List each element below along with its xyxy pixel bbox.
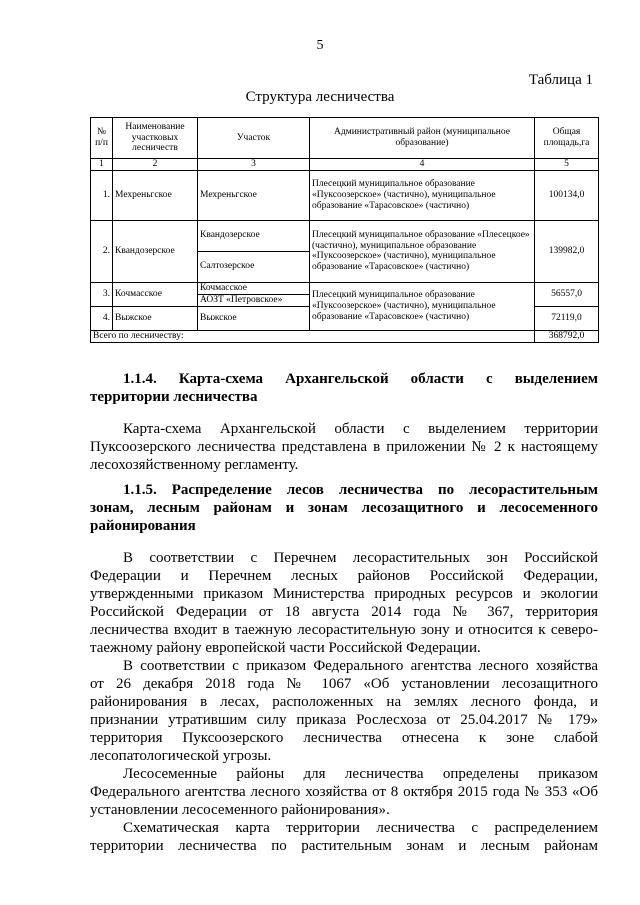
row-section: Мехреньгское — [198, 170, 310, 220]
paragraph-line: таежному району европейской части Российской Федерации. — [90, 640, 481, 656]
table-row — [91, 282, 599, 294]
table-row — [91, 220, 599, 251]
header-num: № п/п — [91, 118, 113, 159]
page-number: 5 — [316, 38, 324, 53]
row-name: Кочмасское — [113, 282, 198, 306]
paragraph-line: Федерального агентства лесного хозяйства от 8 октября 2015 года № 353 «Об — [90, 784, 598, 800]
row-name: Выжское — [113, 306, 198, 330]
table-title: Структура лесничества — [245, 89, 395, 105]
index-cell: 5 — [535, 159, 599, 171]
paragraph-line: Федерации и Перечнем лесных районов Российской Федерации, — [90, 568, 598, 584]
paragraph-line: лесохозяйственному регламенту. — [90, 457, 299, 473]
paragraph-line: Карта-схема Архангельской области с выделением территории — [123, 421, 598, 437]
row-district: Плесецкий муниципальное образование «Плесецкое» (частично), муниципальное образование «Пуксоозерское» (частично), муниципальное образование «Тарасовское» (частично) — [310, 220, 535, 282]
paragraph-line: признании утратившим силу приказа Рослесхоза от 25.04.2017 № 179» — [90, 712, 598, 728]
section-heading: 1.1.4. Карта-схема Архангельской области с выделением — [123, 371, 598, 387]
table-header-row — [91, 118, 599, 159]
paragraph-line: территория Пуксоозерского лесничества отнесена к зоне слабой — [90, 730, 598, 746]
table-total-row — [91, 330, 599, 342]
row-name: Квандозерское — [113, 220, 198, 282]
index-cell: 3 — [198, 159, 310, 171]
paragraph-line: Пуксоозерского лесничества представлена в приложении № 2 к настоящему — [90, 439, 598, 455]
row-num: 1. — [91, 170, 113, 220]
row-district: Плесецкий муниципальное образование «Пуксоозерское» (частично), муниципальное образование «Тарасовское» (частично) — [310, 170, 535, 220]
row-section: АОЗТ «Петровское» — [198, 294, 310, 306]
paragraph-line: лесничества входит в таежную лесорастительную зону и относится к северо- — [90, 622, 598, 638]
index-cell: 1 — [91, 159, 113, 171]
row-section: Квандозерское — [198, 220, 310, 251]
paragraph-line: лесопатологической угрозы. — [90, 748, 272, 764]
paragraph-line: установлении лесосеменного районирования». — [90, 802, 390, 818]
paragraph-line: Схематическая карта территории лесничества с распределением — [123, 820, 598, 836]
forestry-structure-table — [90, 117, 599, 343]
table-row — [91, 170, 599, 220]
paragraph-line: Лесосеменные районы для лесничества определены приказом — [123, 766, 598, 782]
row-area: 139982,0 — [535, 220, 599, 282]
paragraph-line: Российской Федерации от 18 августа 2014 года № 367, территория — [90, 604, 598, 620]
total-value: 368792,0 — [535, 330, 599, 342]
row-section: Кочмасское — [198, 282, 310, 294]
row-area: 56557,0 — [535, 282, 599, 306]
row-num: 3. — [91, 282, 113, 306]
paragraph-line: территории лесничества по растительным зонам и лесным районам — [90, 838, 598, 854]
row-area: 100134,0 — [535, 170, 599, 220]
header-area: Общая площадь,га — [535, 118, 599, 159]
section-heading: районирования — [90, 518, 196, 534]
table-label: Таблица 1 — [528, 72, 593, 88]
row-section: Выжское — [198, 306, 310, 330]
header-section: Участок — [198, 118, 310, 159]
header-name: Наименование участковых лесничеств — [113, 118, 198, 159]
total-label: Всего по лесничеству: — [91, 330, 535, 342]
index-cell: 4 — [310, 159, 535, 171]
row-num: 4. — [91, 306, 113, 330]
row-district: Плесецкий муниципальное образование «Пуксоозерское» (частично), муниципальное образование «Тарасовское» (частично) — [310, 282, 535, 330]
row-area: 72119,0 — [535, 306, 599, 330]
section-1-1-4 — [90, 370, 598, 474]
header-district: Административный район (муниципальное образование) — [310, 118, 535, 159]
paragraph-line: утвержденными приказом Министерства природных ресурсов и экологии — [90, 586, 598, 602]
section-heading: зонам, лесным районам и зонам лесозащитного и лесосеменного — [90, 500, 598, 516]
paragraph-line: от 26 декабря 2018 года № 1067 «Об установлении лесозащитного — [90, 676, 598, 692]
section-heading: территории лесничества — [90, 389, 258, 405]
table-index-row — [91, 159, 599, 171]
row-num: 2. — [91, 220, 113, 282]
index-cell: 2 — [113, 159, 198, 171]
paragraph-line: В соответствии с приказом Федерального агентства лесного хозяйства — [123, 658, 598, 674]
paragraph-line: В соответствии с Перечнем лесорастительных зон Российской — [123, 550, 598, 566]
section-heading: 1.1.5. Распределение лесов лесничества по лесорастительным — [123, 482, 598, 498]
row-name: Мехреньгское — [113, 170, 198, 220]
paragraph-line: районирования в лесах, расположенных на землях лесного фонда, и — [90, 694, 598, 710]
section-1-1-5 — [90, 481, 598, 855]
row-section: Салтозерское — [198, 251, 310, 282]
